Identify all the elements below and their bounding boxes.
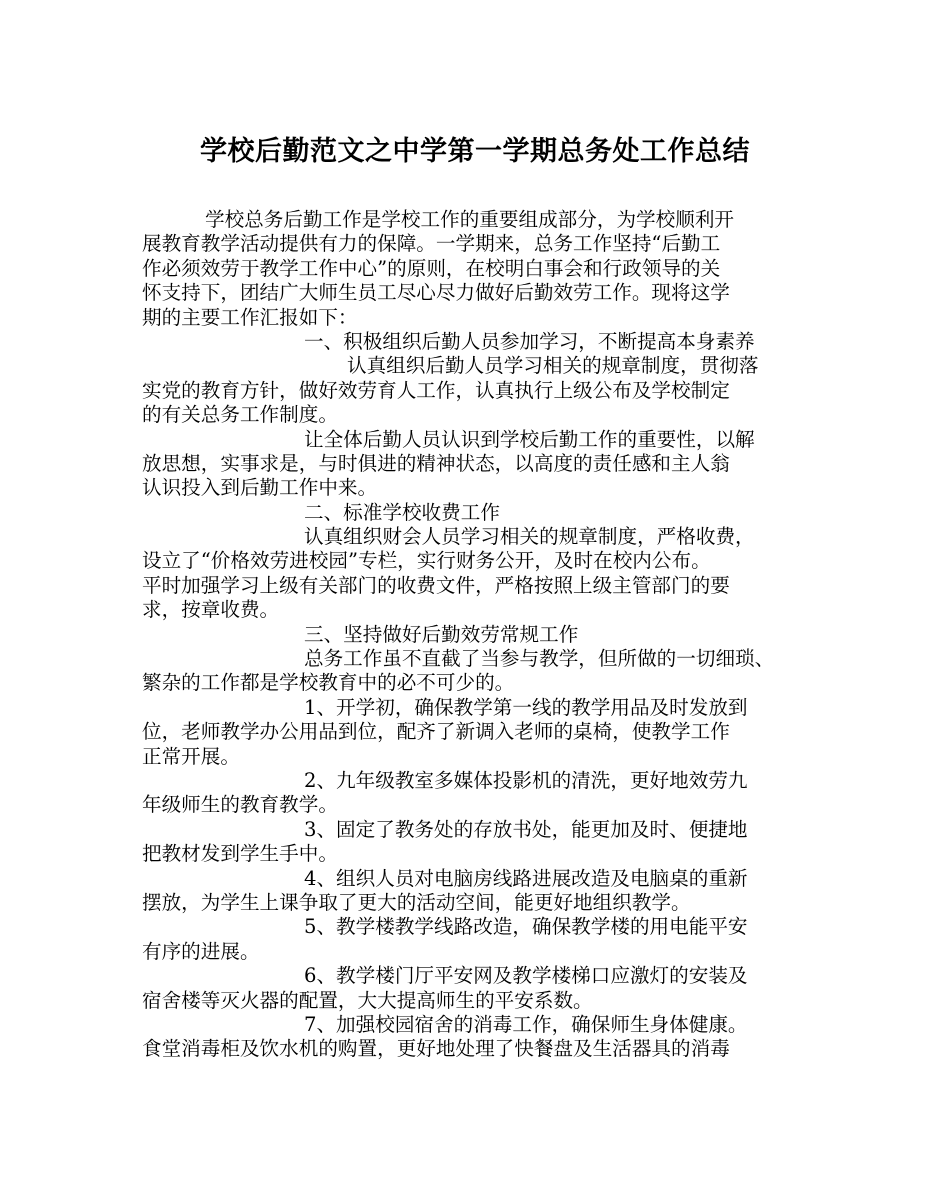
- body-line: 繁杂的工作都是学校教育中的必不可少的。: [142, 671, 515, 695]
- body-line: 实党的教育方针，做好效劳育人工作，认真执行上级公布及学校制定: [142, 378, 730, 402]
- section-heading: 一、积极组织后勤人员参加学习，不断提高本身素养: [304, 329, 755, 353]
- body-line: 学校总务后勤工作是学校工作的重要组成部分，为学校顺利开: [205, 208, 735, 231]
- list-item: 6、教学楼门厅平安网及教学楼梯口应激灯的安装及: [304, 964, 748, 988]
- body-line: 怀支持下，团结广大师生员工尽心尽力做好后勤效劳工作。现将这学: [142, 281, 730, 305]
- body-line: 正常开展。: [142, 744, 240, 768]
- body-line: 求，按章收费。: [142, 598, 280, 622]
- body-line: 年级师生的教育教学。: [142, 793, 338, 817]
- body-line: 认识投入到后勤工作中来。: [142, 476, 378, 500]
- body-line: 放思想，实事求是，与时俱进的精神状态，以高度的责任感和主人翁: [142, 451, 730, 475]
- body-line: 食堂消毒柜及饮水机的购置，更好地处理了快餐盘及生活器具的消毒: [142, 1037, 730, 1061]
- body-line: 平时加强学习上级有关部门的收费文件，严格按照上级主管部门的要: [142, 573, 730, 597]
- body-line: 把教材发到学生手中。: [142, 842, 338, 866]
- list-item: 1、开学初，确保教学第一线的教学用品及时发放到: [304, 695, 748, 719]
- document-body: [142, 208, 822, 1062]
- body-line: 摆放，为学生上课争取了更大的活动空间，能更好地组织教学。: [142, 890, 691, 914]
- list-item: 3、固定了教务处的存放书处，能更加及时、便捷地: [304, 817, 748, 841]
- section-heading: 三、坚持做好后勤效劳常规工作: [304, 622, 579, 646]
- list-item: 5、教学楼教学线路改造，确保教学楼的用电能平安: [304, 915, 748, 939]
- body-line: 有序的进展。: [142, 939, 260, 963]
- document-title: 学校后勤范文之中学第一学期总务处工作总结: [200, 136, 750, 167]
- body-line: 认真组织财会人员学习相关的规章制度，严格收费，: [304, 525, 755, 549]
- body-line: 期的主要工作汇报如下：: [142, 305, 358, 329]
- body-line: 展教育教学活动提供有力的保障。一学期来，总务工作坚持“后勤工: [142, 232, 721, 256]
- body-line: 宿舍楼等灭火器的配置，大大提高师生的平安系数。: [142, 988, 593, 1012]
- list-item: 2、九年级教室多媒体投影机的清洗，更好地效劳九: [304, 768, 748, 792]
- section-heading: 二、标准学校收费工作: [304, 500, 500, 524]
- body-line: 总务工作虽不直截了当参与教学，但所做的一切细琐、: [304, 647, 775, 671]
- body-line: 位，老师教学办公用品到位，配齐了新调入老师的桌椅，使教学工作: [142, 720, 730, 744]
- body-line: 设立了“价格效劳进校园”专栏，实行财务公开，及时在校内公布。: [142, 549, 711, 573]
- body-line: 让全体后勤人员认识到学校后勤工作的重要性，以解: [304, 427, 755, 451]
- body-line: 作必须效劳于教学工作中心”的原则，在校明白事会和行政领导的关: [142, 256, 721, 280]
- list-item: 7、加强校园宿舍的消毒工作，确保师生身体健康。: [304, 1012, 748, 1036]
- body-line: 认真组织后勤人员学习相关的规章制度，贯彻落: [347, 354, 759, 378]
- body-line: 的有关总务工作制度。: [142, 403, 338, 427]
- list-item: 4、组织人员对电脑房线路进展改造及电脑桌的重新: [304, 866, 748, 890]
